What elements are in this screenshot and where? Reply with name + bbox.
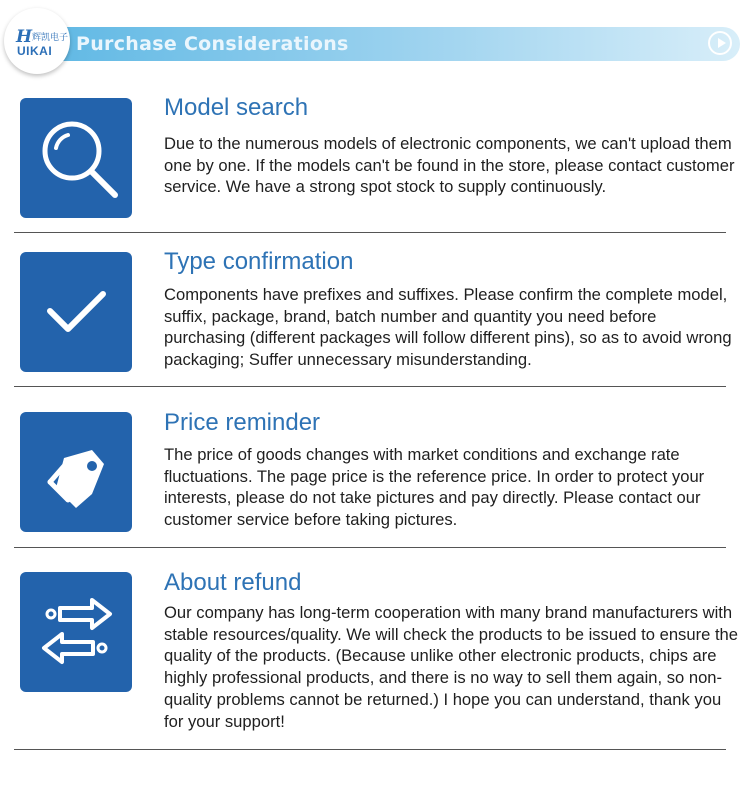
divider [14, 547, 726, 548]
section-title: Price reminder [164, 409, 321, 436]
play-icon[interactable] [708, 31, 732, 55]
magnifier-icon [20, 98, 132, 218]
section-title: Model search [164, 94, 309, 121]
section-body: Components have prefixes and suffixes. Please confirm the complete model, suffix, package, brand, batch number and quantity you need before purchasing (different packages will follow different pins), so as to avoid wrong packaging; Suffer unnecessary misunderstanding. [164, 285, 732, 370]
logo-chinese-text: 辉凯电子 [32, 32, 69, 42]
section-title: Type confirmation [164, 248, 354, 275]
logo [4, 8, 70, 74]
divider [14, 386, 726, 387]
price-tag-icon [20, 412, 132, 532]
banner-title: Purchase Considerations [76, 33, 349, 55]
section-body: Due to the numerous models of electronic components, we can't upload them one by one. If the models can't be found in the store, please contact customer service. We have a strong spot stock to supply continuously. [164, 134, 735, 197]
section-body: The price of goods changes with market conditions and exchange rate fluctuations. The page price is the reference price. In order to protect your interests, please do not take pictures and pay directly. Please contact our customer service before taking pictures. [164, 445, 705, 530]
section-body: Our company has long-term cooperation with many brand manufacturers with stable resources/quality. We will check the products to be issued to ensure the quality of the products. (Because unlike other electronic products, chips are highly professional products, and there is no way to sell them again, so non-quality problems cannot be returned.) I hope you can understand, thank you for your support! [164, 603, 739, 731]
divider [14, 232, 726, 233]
logo-letter: H [16, 27, 33, 47]
divider [14, 749, 726, 750]
exchange-arrows-icon [20, 572, 132, 692]
checkmark-icon [20, 252, 132, 372]
header-banner [0, 0, 750, 84]
logo-wordmark: UIKAI [17, 44, 53, 58]
section-title: About refund [164, 569, 302, 596]
